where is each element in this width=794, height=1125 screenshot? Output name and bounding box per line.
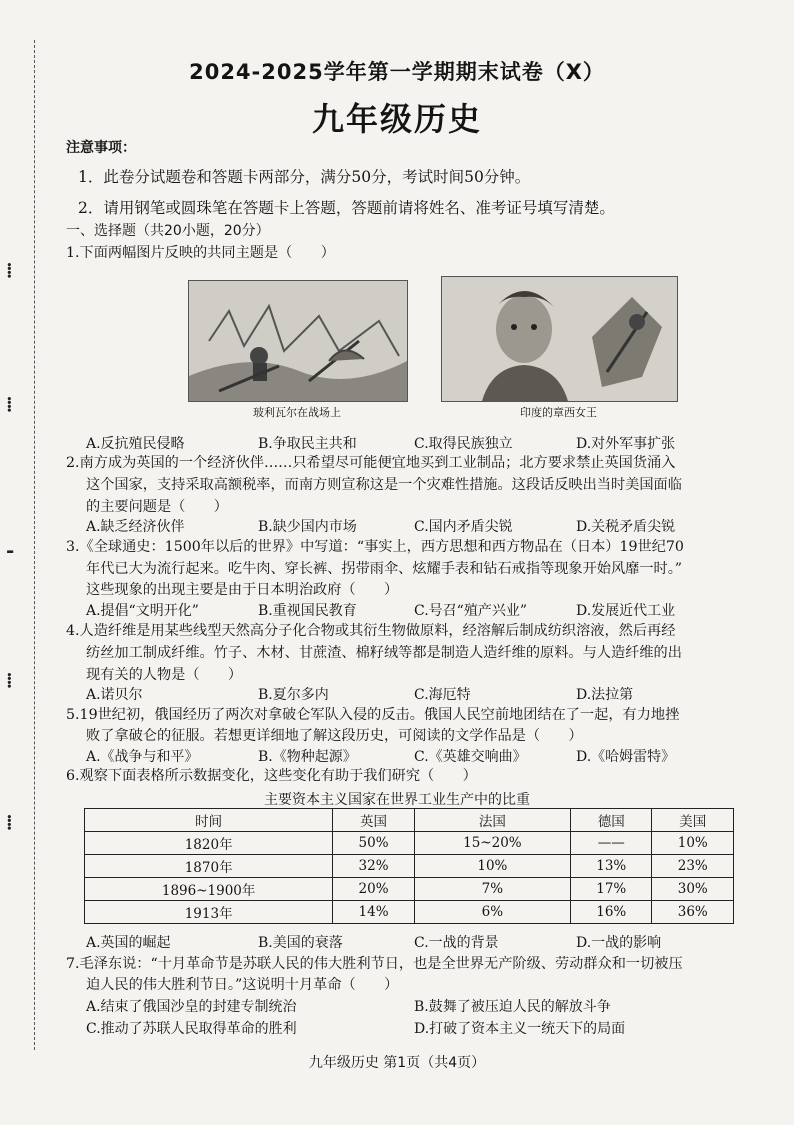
table-row <box>85 878 734 901</box>
column-header: 法国 <box>414 809 570 832</box>
option-c[interactable]: C.号召“殖产兴业” <box>414 603 527 619</box>
option-b[interactable]: B.缺少国内市场 <box>258 519 357 535</box>
option-b[interactable]: B.夏尔多内 <box>258 687 329 703</box>
table-cell: 36% <box>652 901 734 924</box>
question-text: 迫人民的伟大胜利节日。”这说明十月革命（ ） <box>86 977 399 993</box>
table-row <box>85 832 734 855</box>
notice-item: 2．请用钢笔或圆珠笔在答题卡上答题，答题前请将姓名、准考证号填写清楚。 <box>78 199 615 217</box>
column-header: 时间 <box>85 809 333 832</box>
option-d[interactable]: D.《哈姆雷特》 <box>576 749 676 765</box>
option-d[interactable]: D.一战的影响 <box>576 935 662 951</box>
question-text: 这个国家，支持采取高额税率，而南方则宣称这是一个灾难性措施。这段话反映出当时美国面临 <box>86 477 682 493</box>
options-row <box>86 1018 766 1038</box>
option-d[interactable]: D.打破了资本主义一统天下的局面 <box>414 1021 626 1037</box>
question-text: 6.观察下面表格所示数据变化，这些变化有助于我们研究（ ） <box>66 768 477 784</box>
options-row <box>86 932 766 952</box>
option-d[interactable]: D.关税矛盾尖锐 <box>576 519 676 535</box>
portrait-image <box>441 276 678 402</box>
table-cell: 30% <box>652 878 734 901</box>
exam-title: 2024-2025学年第一学期期末试卷（X） <box>189 60 605 84</box>
table-cell: 17% <box>571 878 652 901</box>
binding-dashed-line <box>34 40 35 1050</box>
option-a[interactable]: A.结束了俄国沙皇的封建专制统治 <box>86 999 297 1015</box>
question-text: 2.南方成为英国的一个经济伙伴……只希望尽可能便宜地买到工业制品；北方要求禁止英国货涌入 <box>66 455 676 471</box>
option-a[interactable]: A.《战争与和平》 <box>86 749 199 765</box>
table-cell: 7% <box>414 878 570 901</box>
table-cell: 1870年 <box>85 855 333 878</box>
table-caption: 主要资本主义国家在世界工业生产中的比重 <box>264 792 530 808</box>
option-a[interactable]: A.提倡“文明开化” <box>86 603 199 619</box>
option-d[interactable]: D.对外军事扩张 <box>576 436 676 452</box>
options-row <box>86 600 766 620</box>
table-cell: 1913年 <box>85 901 333 924</box>
option-b[interactable]: B.重视国民教育 <box>258 603 357 619</box>
option-c[interactable]: C.《英雄交响曲》 <box>414 749 527 765</box>
option-b[interactable]: B.争取民主共和 <box>258 436 357 452</box>
question-text: 年代已大为流行起来。吃牛肉、穿长裤、拐带雨伞、炫耀手表和钻石戒指等现象开始风靡一时。” <box>86 561 683 577</box>
exam-subject: 九年级历史 <box>311 100 482 138</box>
table-cell: 1820年 <box>85 832 333 855</box>
question-text: 5.19世纪初，俄国经历了两次对拿破仑军队入侵的反击。俄国人民空前地团结在了一起，有力地挫 <box>66 707 680 723</box>
section-heading: 一、选择题（共20小题，20分） <box>66 223 270 239</box>
option-a[interactable]: A.缺乏经济伙伴 <box>86 519 185 535</box>
table-cell: 20% <box>333 878 414 901</box>
notice-heading: 注意事项： <box>66 140 136 156</box>
table-cell: 6% <box>414 901 570 924</box>
question-text: 这些现象的出现主要是由于日本明治政府（ ） <box>86 582 399 598</box>
option-b[interactable]: B.鼓舞了被压迫人民的解放斗争 <box>414 999 611 1015</box>
table-row <box>85 855 734 878</box>
question-text: 的主要问题是（ ） <box>86 499 228 515</box>
notice-item: 1．此卷分试题卷和答题卡两部分，满分50分，考试时间50分钟。 <box>78 168 531 186</box>
image-caption: 印度的章西女王 <box>520 406 597 419</box>
options-row <box>86 684 766 704</box>
margin-mark-3: - <box>6 538 15 562</box>
question-text: 7.毛泽东说：“十月革命节是苏联人民的伟大胜利节日，也是全世界无产阶级、劳动群众和一切被压 <box>66 956 683 972</box>
option-a[interactable]: A.诺贝尔 <box>86 687 143 703</box>
option-c[interactable]: C.海厄特 <box>414 687 471 703</box>
option-a[interactable]: A.英国的崛起 <box>86 935 171 951</box>
table-header-row <box>85 809 734 832</box>
margin-mark-2: ⁞ <box>6 392 13 416</box>
question-text: 败了拿破仑的征服。若想更详细地了解这段历史，可阅读的文学作品是（ ） <box>86 728 583 744</box>
image-caption: 玻利瓦尔在战场上 <box>253 406 341 419</box>
battle-scene-image <box>188 280 408 402</box>
margin-mark-1: ⁞ <box>6 258 13 282</box>
option-d[interactable]: D.法拉第 <box>576 687 634 703</box>
column-header: 美国 <box>652 809 734 832</box>
table-cell: 23% <box>652 855 734 878</box>
table-cell: 32% <box>333 855 414 878</box>
question-text: 纺丝加工制成纤维。竹子、木材、甘蔗渣、棉籽绒等都是制造人造纤维的原料。与人造纤维的出 <box>86 645 682 661</box>
data-table <box>84 808 734 924</box>
options-row <box>86 433 766 453</box>
table-cell: 15~20% <box>414 832 570 855</box>
margin-mark-5: ⁞ <box>6 810 13 834</box>
option-d[interactable]: D.发展近代工业 <box>576 603 676 619</box>
question-text: 3.《全球通史：1500年以后的世界》中写道：“事实上，西方思想和西方物品在（日本）19世纪70 <box>66 539 684 555</box>
table-cell: 10% <box>652 832 734 855</box>
question-text: 4.人造纤维是用某些线型天然高分子化合物或其衍生物做原料，经溶解后制成纺织溶液，然后再经 <box>66 623 676 639</box>
question-text: 1.下面两幅图片反映的共同主题是（ ） <box>66 245 335 261</box>
margin-mark-4: ⁞ <box>6 668 13 692</box>
table-cell: —— <box>571 832 652 855</box>
option-c[interactable]: C.取得民族独立 <box>414 436 513 452</box>
column-header: 英国 <box>333 809 414 832</box>
table-cell: 13% <box>571 855 652 878</box>
option-a[interactable]: A.反抗殖民侵略 <box>86 436 185 452</box>
option-b[interactable]: B.《物种起源》 <box>258 749 357 765</box>
option-c[interactable]: C.一战的背景 <box>414 935 499 951</box>
option-b[interactable]: B.美国的衰落 <box>258 935 343 951</box>
table-cell: 16% <box>571 901 652 924</box>
table-row <box>85 901 734 924</box>
question-text: 现有关的人物是（ ） <box>86 667 243 683</box>
table-cell: 50% <box>333 832 414 855</box>
options-row <box>86 516 766 536</box>
column-header: 德国 <box>571 809 652 832</box>
option-c[interactable]: C.推动了苏联人民取得革命的胜利 <box>86 1021 297 1037</box>
options-row <box>86 996 766 1016</box>
option-c[interactable]: C.国内矛盾尖锐 <box>414 519 513 535</box>
page-footer: 九年级历史 第1页（共4页） <box>308 1055 486 1071</box>
table-cell: 14% <box>333 901 414 924</box>
table-cell: 10% <box>414 855 570 878</box>
options-row <box>86 746 766 766</box>
table-cell: 1896~1900年 <box>85 878 333 901</box>
